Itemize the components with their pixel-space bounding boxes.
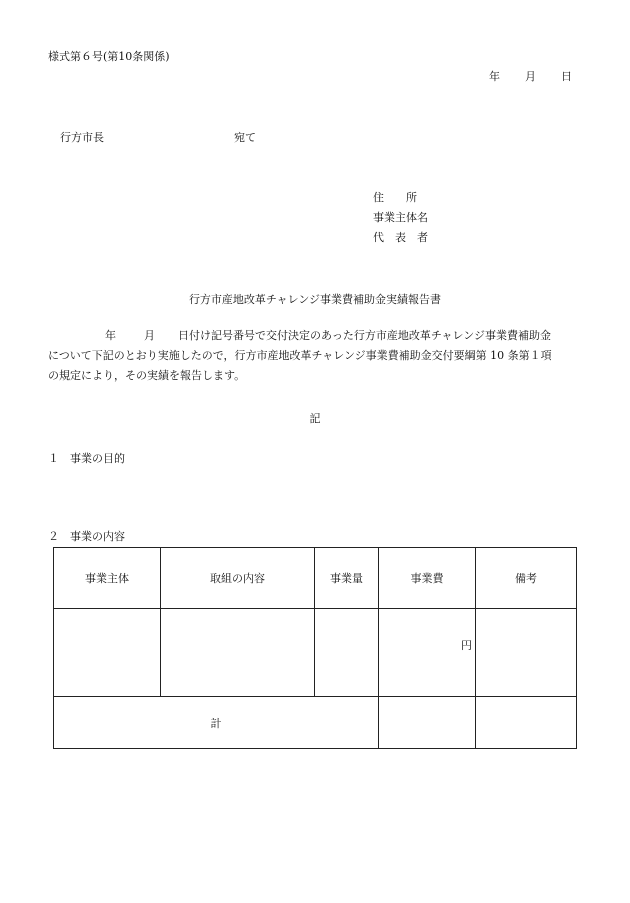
table-header-row <box>54 548 577 609</box>
content-table <box>53 547 577 749</box>
body-line-1-text: 日付け記号番号で交付決定のあった行方市産地改革チャレンジ事業費補助金 <box>178 329 552 342</box>
table-row <box>54 609 577 697</box>
form-number: 様式第６号(第10条関係) <box>48 50 170 63</box>
applicant-fields <box>373 191 428 251</box>
date-line <box>489 70 572 84</box>
body-year: 年 <box>105 329 116 342</box>
date-day: 日 <box>561 70 572 83</box>
header-cost: 事業費 <box>379 548 476 609</box>
body-line-2: について下記のとおり実施したので，行方市産地改革チャレンジ事業費補助金交付要綱第 10 条第１項 <box>48 349 552 362</box>
body-line-3: の規定により，その実績を報告します。 <box>48 369 246 382</box>
cell-volume[interactable] <box>315 609 379 697</box>
total-cost-cell[interactable] <box>379 697 476 749</box>
applicant-entity-label: 事業主体名 <box>373 211 428 224</box>
addressee-name: 行方市長 <box>60 131 104 144</box>
applicant-representative-label: 代 表 者 <box>373 231 428 244</box>
yen-unit: 円 <box>461 639 472 652</box>
document-title: 行方市産地改革チャレンジ事業費補助金実績報告書 <box>188 293 442 306</box>
applicant-address-label: 住 所 <box>373 191 417 204</box>
body-paragraph <box>48 326 588 386</box>
body-month: 月 <box>144 329 155 342</box>
header-remarks: 備考 <box>476 548 577 609</box>
table-total-row <box>54 697 577 749</box>
addressee-suffix: 宛て <box>234 131 256 144</box>
ki-heading: 記 <box>309 412 321 425</box>
header-initiative: 取組の内容 <box>161 548 315 609</box>
cell-entity[interactable] <box>54 609 161 697</box>
cell-cost[interactable] <box>379 609 476 697</box>
cell-initiative[interactable] <box>161 609 315 697</box>
total-label: 計 <box>54 697 379 749</box>
cell-remarks[interactable] <box>476 609 577 697</box>
body-line-1 <box>48 326 588 346</box>
header-entity: 事業主体 <box>54 548 161 609</box>
section-content-heading: ２ 事業の内容 <box>48 530 125 543</box>
header-volume: 事業量 <box>315 548 379 609</box>
section-purpose-heading: １ 事業の目的 <box>48 452 125 465</box>
date-month: 月 <box>525 70 536 83</box>
date-year: 年 <box>489 70 500 83</box>
total-remarks-cell[interactable] <box>476 697 577 749</box>
